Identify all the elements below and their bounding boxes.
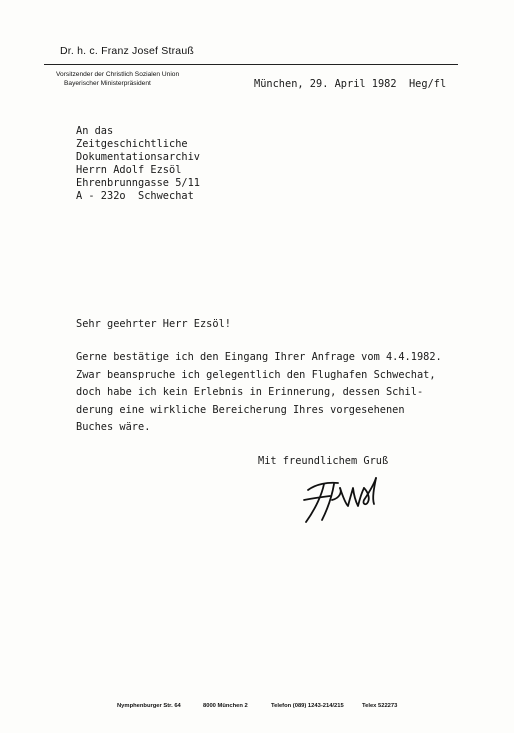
letterhead-title-party: Vorsitzender der Christlich Sozialen Union	[56, 71, 180, 78]
letterhead-divider	[44, 64, 458, 65]
salutation: Sehr geehrter Herr Ezsöl!	[76, 318, 231, 330]
letterhead-title-office: Bayerischer Ministerpräsident	[64, 80, 151, 87]
body-line: Gerne bestätige ich den Eingang Ihrer Anfrage vom 4.4.1982.	[76, 351, 442, 363]
address-line: Ehrenbrunngasse 5/11	[76, 177, 200, 189]
recipient-address	[76, 125, 200, 190]
body-line: derung eine wirkliche Bereicherung Ihres vorgesehenen	[76, 403, 405, 416]
recipient-city: A - 232o Schwechat	[76, 190, 194, 202]
address-line: Dokumentationsarchiv	[76, 151, 200, 163]
closing: Mit freundlichem Gruß	[258, 455, 389, 467]
body-line: Zwar beanspruche ich gelegentlich den Flughafen Schwechat,	[76, 368, 436, 381]
address-line: Zeitgeschichtliche	[76, 138, 188, 150]
footer-postal: 8000 München 2	[203, 703, 248, 709]
footer-street: Nymphenburger Str. 64	[117, 703, 181, 709]
footer-phone: Telefon (089) 1243-214/215	[271, 703, 344, 709]
body-line: doch habe ich kein Erlebnis in Erinnerung, dessen Schil-	[76, 386, 424, 398]
letter-body	[76, 349, 442, 437]
address-line: An das	[76, 125, 114, 137]
letterhead-name: Dr. h. c. Franz Josef Strauß	[60, 45, 194, 57]
address-line: Herrn Adolf Ezsöl	[76, 164, 182, 176]
date-line: München, 29. April 1982 Heg/fl	[254, 78, 447, 90]
footer-telex: Telex 522273	[362, 703, 398, 709]
body-line: Buches wäre.	[76, 421, 151, 433]
handwritten-signature	[296, 470, 386, 530]
